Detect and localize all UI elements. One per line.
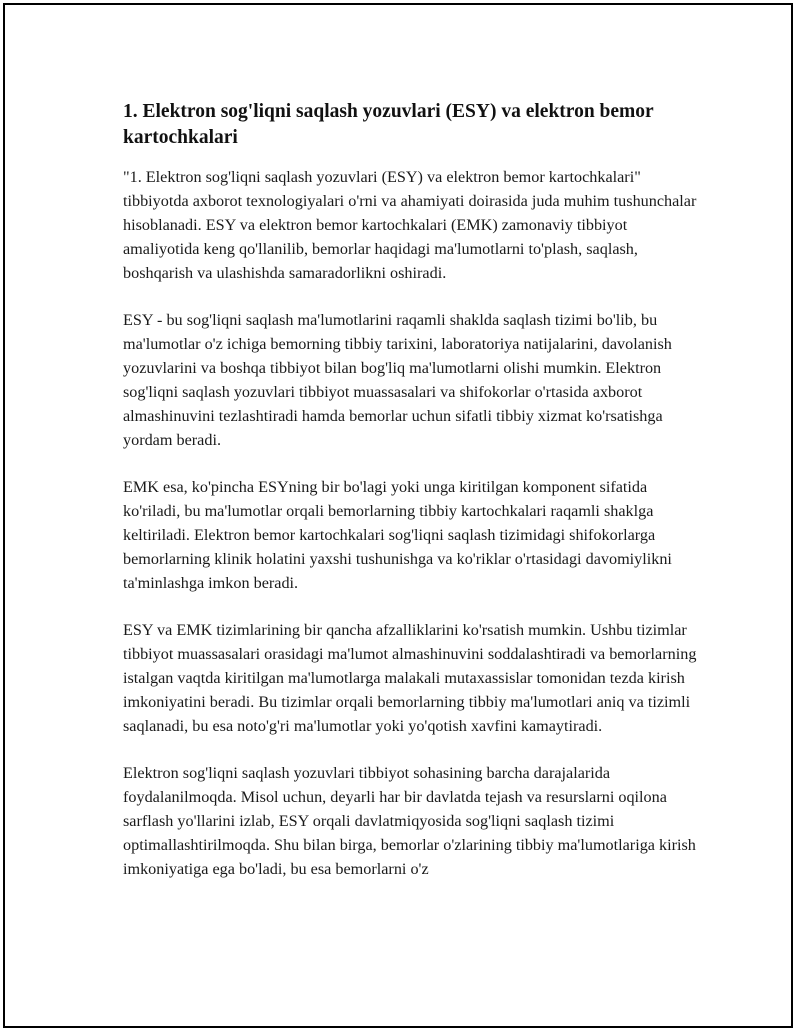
- paragraph-3: EMK esa, ko'pincha ESYning bir bo'lagi yoki unga kiritilgan komponent sifatida ko'riladi, bu ma'lumotlar orqali bemorlarning tibbiy kartochkalari raqamli shaklga keltiriladi. Elektron bemor kartochkalari sog'liqni saqlash tizimidagi shifokorlarga bemorlarning klinik holatini yaxshi tushunishga va ko'riklar o'rtasidagi davomiylikni ta'minlashga imkon beradi.: [123, 478, 672, 592]
- document-title: 1. Elektron sog'liqni saqlash yozuvlari (ESY) va elektron bemor kartochkalari: [123, 101, 654, 148]
- document-body: [123, 99, 703, 904]
- paragraph-1: "1. Elektron sog'liqni saqlash yozuvlari (ESY) va elektron bemor kartochkalari" tibbiyotda axborot texnologiyalari o'rni va ahamiyati doirasida juda muhim tushunchalar hisoblanadi. ESY va elektron bemor kartochkalari (EMK) zamonaviy tibbiyot amaliyotida keng qo'llanilib, bemorlar haqidagi ma'lumotlarni to'plash, saqlash, boshqarish va ulashishda samaradorlikni oshiradi.: [123, 168, 697, 282]
- paragraph-5: Elektron sog'liqni saqlash yozuvlari tibbiyot sohasining barcha darajalarida foydalanilmoqda. Misol uchun, deyarli har bir davlatda tejash va resurslarni oqilona sarflash yo'llarini izlab, ESY orqali davlatmiqyosida sog'liqni saqlash tizimi optimallashtirilmoqda. Shu bilan birga, bemorlar o'zlarining tibbiy ma'lumotlariga kirish imkoniyatiga ega bo'ladi, bu esa bemorlarni o'z: [123, 764, 696, 878]
- paragraph-4: ESY va EMK tizimlarining bir qancha afzalliklarini ko'rsatish mumkin. Ushbu tizimlar tibbiyot muassasalari orasidagi ma'lumot almashinuvini soddalashtiradi va bemorlarning istalgan vaqtda kiritilgan ma'lumotlarga malakali mutaxassislar tomonidan tezda kirish imkoniyatini beradi. Bu tizimlar orqali bemorlarning tibbiy ma'lumotlari aniq va tizimli saqlanadi, bu esa noto'g'ri ma'lumotlar yoki yo'qotish xavfini kamaytiradi.: [123, 621, 697, 735]
- page-frame: [3, 3, 793, 1028]
- paragraph-2: ESY - bu sog'liqni saqlash ma'lumotlarini raqamli shaklda saqlash tizimi bo'lib, bu ma'lumotlar o'z ichiga bemorning tibbiy tarixini, laboratoriya natijalarini, davolanish yozuvlarini va boshqa tibbiyot bilan bog'liq ma'lumotlarni olishi mumkin. Elektron sog'liqni saqlash yozuvlari tibbiyot muassasalari va shifokorlar o'rtasida axborot almashinuvini tezlashtiradi hamda bemorlar uchun sifatli tibbiy xizmat ko'rsatishga yordam beradi.: [123, 311, 672, 449]
